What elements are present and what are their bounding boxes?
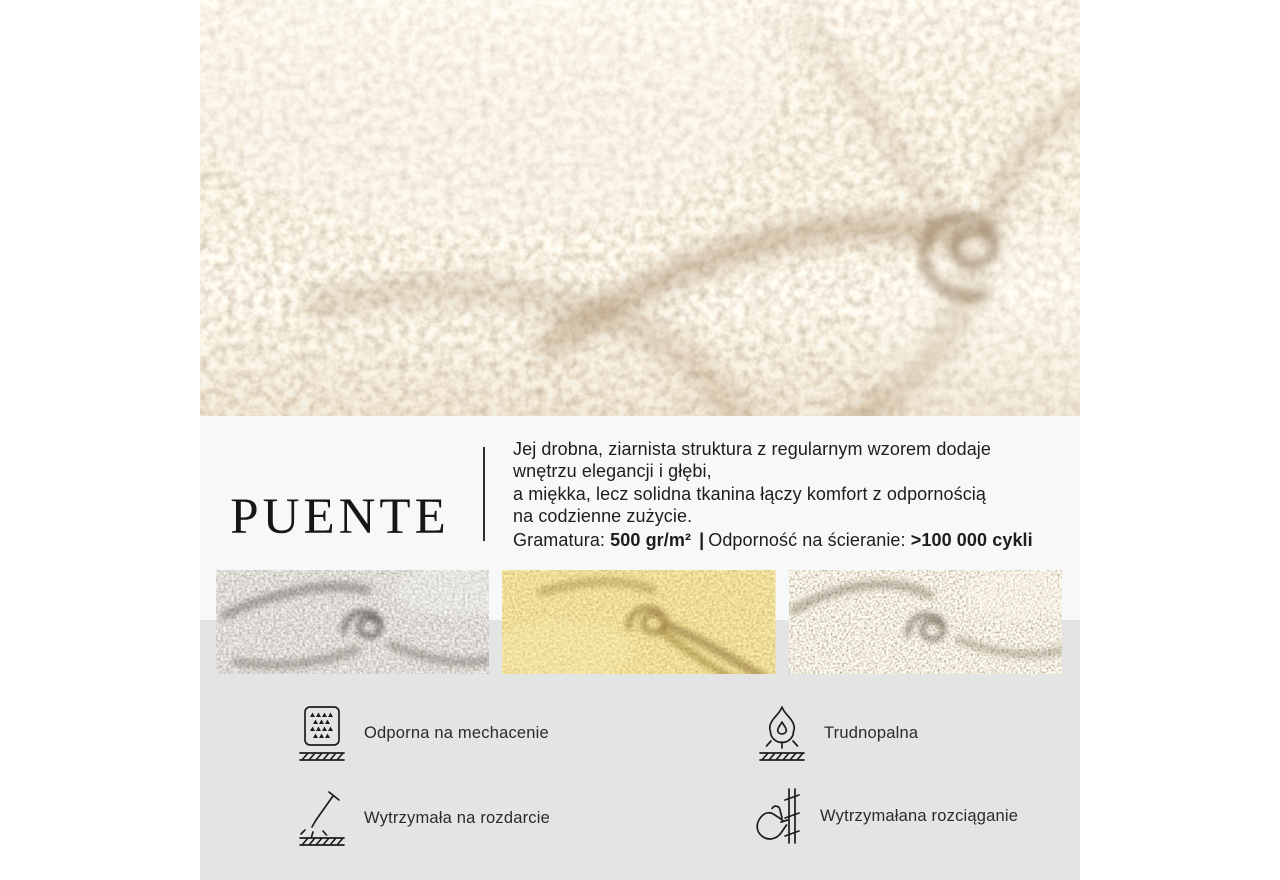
- feature-label: Trudnopalna: [824, 723, 919, 742]
- weight-value: 500 gr/m²: [610, 529, 692, 550]
- feature-tear: [296, 789, 550, 847]
- hero-fabric-image: [200, 0, 1080, 416]
- feature-label: Wytrzymała na rozdarcie: [364, 808, 551, 827]
- cream-boucle-texture: [200, 0, 1080, 416]
- abrasion-value: >100 000 cykli: [910, 529, 1033, 550]
- mustard-boucle-swatch: [502, 570, 775, 674]
- feature-stretch: [752, 787, 1018, 845]
- tear-resistant-icon: [296, 789, 348, 847]
- spec-separator: |: [699, 529, 705, 550]
- vertical-divider: [483, 447, 485, 541]
- feature-label: Wytrzymałana rozciąganie: [820, 806, 1019, 825]
- feature-flame: [756, 704, 918, 762]
- product-title: PUENTE: [230, 489, 450, 546]
- description-line: a miękka, lecz solidna tkanina łączy komfort z odpornością: [513, 483, 987, 504]
- feature-pilling: [296, 704, 549, 762]
- pilling-resistant-icon: [296, 704, 348, 762]
- color-swatch-row: [216, 570, 1062, 674]
- stretch-resistant-icon: [752, 787, 804, 845]
- spec-line: [513, 529, 1073, 551]
- abrasion-label: Odporność na ścieranie:: [708, 529, 906, 550]
- product-info-card: [200, 0, 1080, 880]
- product-description: [513, 438, 1073, 551]
- feature-label: Odporna na mechacenie: [364, 723, 549, 742]
- description-line: wnętrzu elegancji i głębi,: [513, 461, 712, 482]
- gray-boucle-swatch: [216, 570, 489, 674]
- description-line: na codzienne zużycie.: [513, 506, 693, 527]
- description-line: Jej drobna, ziarnista struktura z regularnym wzorem dodaje: [513, 439, 992, 459]
- flame-resistant-icon: [756, 704, 808, 762]
- speckled-beige-boucle-swatch: [789, 570, 1062, 674]
- weight-label: Gramatura:: [513, 529, 606, 550]
